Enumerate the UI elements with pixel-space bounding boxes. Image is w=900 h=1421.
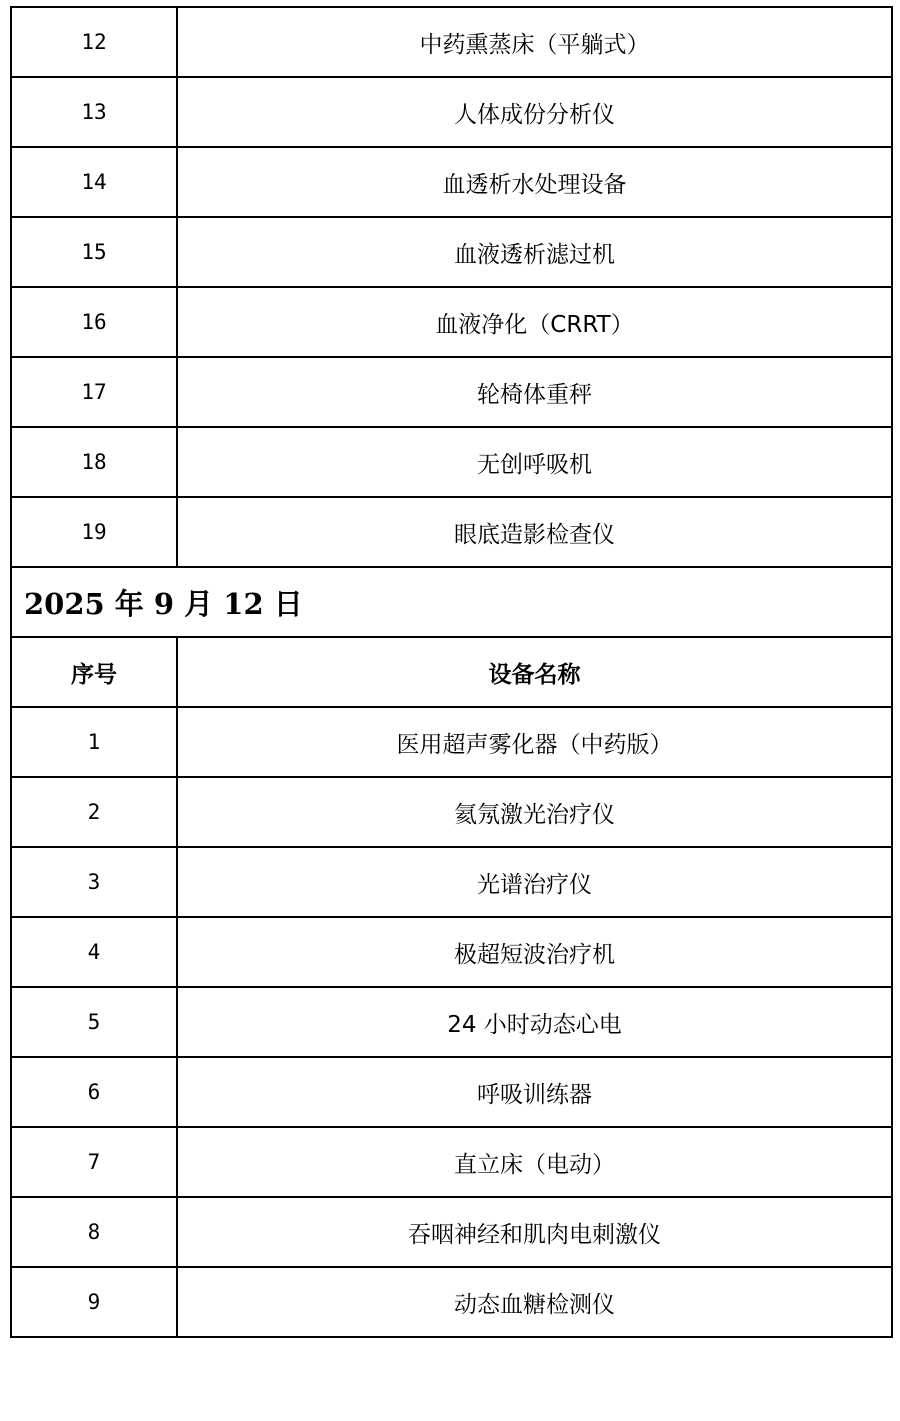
equipment-name: 血液净化（CRRT） — [177, 287, 892, 357]
equipment-name: 光谱治疗仪 — [177, 847, 892, 917]
table-row — [11, 7, 892, 77]
equipment-name: 血液透析滤过机 — [177, 217, 892, 287]
table-row — [11, 777, 892, 847]
equipment-name: 无创呼吸机 — [177, 427, 892, 497]
row-number: 7 — [11, 1127, 177, 1197]
table-row — [11, 1127, 892, 1197]
row-number: 13 — [11, 77, 177, 147]
table-row — [11, 287, 892, 357]
row-number: 9 — [11, 1267, 177, 1337]
table-row — [11, 1057, 892, 1127]
table-header-row — [11, 637, 892, 707]
equipment-table — [10, 6, 893, 1338]
table-row — [11, 1267, 892, 1337]
equipment-name: 氦氖激光治疗仪 — [177, 777, 892, 847]
equipment-name: 血透析水处理设备 — [177, 147, 892, 217]
table-row — [11, 147, 892, 217]
table-row — [11, 917, 892, 987]
row-number: 4 — [11, 917, 177, 987]
row-number: 6 — [11, 1057, 177, 1127]
equipment-name: 直立床（电动） — [177, 1127, 892, 1197]
row-number: 19 — [11, 497, 177, 567]
row-number: 5 — [11, 987, 177, 1057]
row-number: 17 — [11, 357, 177, 427]
table-row — [11, 707, 892, 777]
row-number: 14 — [11, 147, 177, 217]
row-number: 8 — [11, 1197, 177, 1267]
column-header-number: 序号 — [11, 637, 177, 707]
equipment-name: 呼吸训练器 — [177, 1057, 892, 1127]
row-number: 16 — [11, 287, 177, 357]
table-row — [11, 77, 892, 147]
equipment-name: 24 小时动态心电 — [177, 987, 892, 1057]
row-number: 3 — [11, 847, 177, 917]
table-row — [11, 427, 892, 497]
table-row — [11, 1197, 892, 1267]
row-number: 15 — [11, 217, 177, 287]
row-number: 18 — [11, 427, 177, 497]
row-number: 2 — [11, 777, 177, 847]
table-row — [11, 497, 892, 567]
table-row — [11, 987, 892, 1057]
table-row — [11, 357, 892, 427]
column-header-name: 设备名称 — [177, 637, 892, 707]
equipment-name: 中药熏蒸床（平躺式） — [177, 7, 892, 77]
row-number: 1 — [11, 707, 177, 777]
date-heading-row — [11, 567, 892, 637]
equipment-name: 医用超声雾化器（中药版） — [177, 707, 892, 777]
row-number: 12 — [11, 7, 177, 77]
table-row — [11, 847, 892, 917]
equipment-name: 人体成份分析仪 — [177, 77, 892, 147]
date-heading: 2025 年 9 月 12 日 — [11, 567, 892, 637]
equipment-name: 轮椅体重秤 — [177, 357, 892, 427]
table-row — [11, 217, 892, 287]
equipment-name: 动态血糖检测仪 — [177, 1267, 892, 1337]
equipment-name: 吞咽神经和肌肉电刺激仪 — [177, 1197, 892, 1267]
equipment-name: 极超短波治疗机 — [177, 917, 892, 987]
equipment-name: 眼底造影检查仪 — [177, 497, 892, 567]
